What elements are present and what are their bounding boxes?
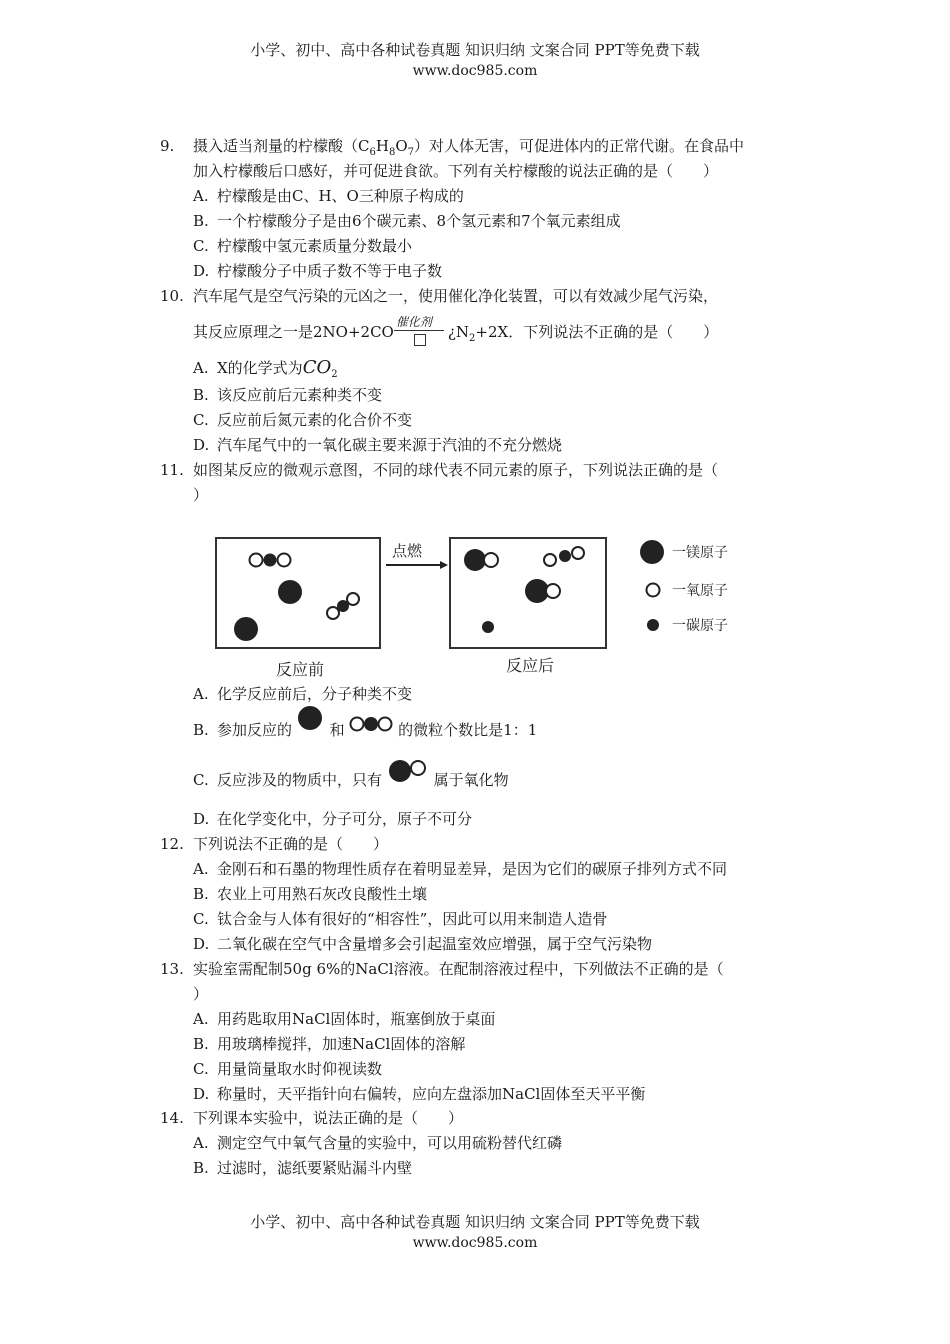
magnesium-atom-icon: [297, 705, 325, 735]
question-number: 11.: [160, 461, 184, 479]
before-label: 反应前: [276, 660, 325, 679]
option-b[interactable]: B. 参加反应的 和 的微粒个数比是1：1: [193, 720, 537, 740]
question-stem-line: ）: [193, 486, 209, 504]
legend-carbon-icon: [647, 619, 659, 631]
reaction-diagram: [210, 525, 750, 685]
question-stem-line: ）: [193, 985, 209, 1003]
option-d[interactable]: D. 称量时，天平指针向右偏转，应向左盘添加NaCl固体至天平平衡: [193, 1085, 646, 1103]
page-footer: [0, 1212, 950, 1254]
oxygen-atom: [484, 553, 498, 567]
option-b[interactable]: B. 用玻璃棒搅拌，加速NaCl固体的溶解: [193, 1035, 466, 1053]
option-b[interactable]: B. 农业上可用熟石灰改良酸性土壤: [193, 885, 428, 903]
option-a[interactable]: A. X的化学式为$CO_2$: [193, 357, 338, 380]
footer-site-link[interactable]: www.doc985.com: [412, 1235, 538, 1251]
after-label: 反应后: [506, 656, 555, 675]
footer-text: 小学、初中、高中各种试卷真题 知识归纳 文案合同 PPT等免费下载: [250, 1213, 700, 1231]
legend-label: 一镁原子: [672, 545, 728, 561]
magnesium-atom: [278, 580, 302, 604]
option-a[interactable]: A. 柠檬酸是由C、H、O三种原子构成的: [193, 187, 464, 205]
option-d[interactable]: D. 二氧化碳在空气中含量增多会引起温室效应增强，属于空气污染物: [193, 935, 653, 953]
carbon-dioxide-molecule-icon: [349, 713, 393, 735]
question-number: 9.: [160, 137, 175, 155]
reaction-equation: 其反应原理之一是2NO+2CO 催化剂 ¿$N_2+2X$．下列说法不正确的是（ ）: [193, 318, 718, 349]
option-d[interactable]: D. 柠檬酸分子中质子数不等于电子数: [193, 262, 443, 280]
oxygen-atom: [327, 607, 339, 619]
catalyst-arrow: 催化剂: [394, 318, 448, 348]
option-a[interactable]: A. 金刚石和石墨的物理性质存在着明显差异，是因为它们的碳原子排列方式不同: [193, 860, 728, 878]
oxygen-atom: [572, 547, 584, 559]
option-c[interactable]: C. 钛合金与人体有很好的“相容性”，因此可以用来制造人造骨: [193, 910, 608, 928]
option-d[interactable]: D. 汽车尾气中的一氧化碳主要来源于汽油的不充分燃烧: [193, 436, 563, 454]
question-stem-line: 汽车尾气是空气污染的元凶之一，使用催化净化装置，可以有效减少尾气污染，: [193, 287, 719, 305]
magnesium-atom: [234, 617, 258, 641]
legend-oxygen-icon: [647, 584, 660, 597]
option-d[interactable]: D. 在化学变化中，分子可分，原子不可分: [193, 810, 473, 828]
question-number: 13.: [160, 960, 184, 978]
arrow-label: 点燃: [392, 542, 423, 560]
question-stem-line: 加入柠檬酸后口感好，并可促进食欲。下列有关柠檬酸的说法正确的是（ ）: [193, 162, 719, 180]
question-number: 12.: [160, 835, 184, 853]
option-c[interactable]: C. 反应前后氮元素的化合价不变: [193, 411, 413, 429]
option-b[interactable]: B. 一个柠檬酸分子是由6个碳元素、8个氢元素和7个氧元素组成: [193, 212, 621, 230]
carbon-atom: [482, 621, 494, 633]
option-a[interactable]: A. 测定空气中氧气含量的实验中，可以用硫粉替代红磷: [193, 1134, 563, 1152]
question-stem-line: 摄入适当剂量的柠檬酸$(C_6H_8O_7)$对人体无害，可促进体内的正常代谢。在食品中: [193, 137, 745, 158]
question-stem-line: 下列说法不正确的是（ ）: [193, 835, 389, 853]
oxygen-atom: [278, 554, 291, 567]
question-stem-line: 下列课本实验中，说法正确的是（ ）: [193, 1109, 464, 1127]
arrow-head-icon: [440, 561, 448, 569]
option-b[interactable]: B. 过滤时，滤纸要紧贴漏斗内壁: [193, 1159, 413, 1177]
question-stem-line: 如图某反应的微观示意图，不同的球代表不同元素的原子，下列说法正确的是（: [193, 461, 719, 479]
oxygen-atom: [546, 584, 560, 598]
option-c[interactable]: C. 柠檬酸中氢元素质量分数最小: [193, 237, 413, 255]
question-number: 10.: [160, 287, 184, 305]
option-b[interactable]: B. 该反应前后元素种类不变: [193, 386, 383, 404]
question-stem-line: 实验室需配制50g 6%的NaCl溶液。在配制溶液过程中，下列做法不正确的是（: [193, 960, 724, 978]
magnesium-atom: [464, 549, 486, 571]
option-c[interactable]: C. 用量筒量取水时仰视读数: [193, 1060, 383, 1078]
option-c[interactable]: C. 反应涉及的物质中，只有 属于氧化物: [193, 770, 509, 790]
carbon-atom: [264, 554, 277, 567]
legend-label: 一氧原子: [672, 583, 728, 599]
legend-magnesium-icon: [640, 540, 664, 564]
oxygen-atom: [544, 554, 556, 566]
placeholder-box-icon: [414, 334, 426, 346]
option-a[interactable]: A. 化学反应前后，分子种类不变: [193, 685, 413, 703]
header-text: 小学、初中、高中各种试卷真题 知识归纳 文案合同 PPT等免费下载: [250, 41, 700, 59]
header-site-link[interactable]: www.doc985.com: [412, 63, 538, 79]
question-number: 14.: [160, 1109, 184, 1127]
legend-label: 一碳原子: [672, 618, 728, 634]
carbon-atom: [559, 550, 571, 562]
oxygen-atom: [250, 554, 263, 567]
magnesium-oxide-molecule-icon: [387, 757, 429, 785]
option-a[interactable]: A. 用药匙取用NaCl固体时，瓶塞倒放于桌面: [193, 1010, 496, 1028]
page-header: [0, 40, 950, 82]
oxygen-atom: [347, 593, 359, 605]
